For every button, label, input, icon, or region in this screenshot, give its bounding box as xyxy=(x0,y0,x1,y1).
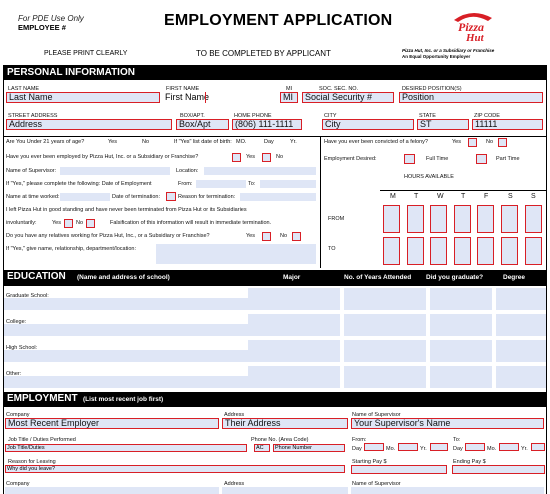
education-cell[interactable] xyxy=(344,340,426,362)
emp-to-label: To: xyxy=(453,437,461,443)
part-time-checkbox[interactable] xyxy=(476,154,487,164)
relatives-yes: Yes xyxy=(246,233,255,239)
involuntarily-no-checkbox[interactable] xyxy=(86,219,95,228)
to-yr: Yr. xyxy=(521,446,528,452)
felony-no-checkbox[interactable] xyxy=(498,138,507,147)
name-worked-field[interactable] xyxy=(60,193,110,201)
supervisor-label: Name of Supervisor: xyxy=(6,168,57,174)
last-name-label: LAST NAME xyxy=(8,86,40,92)
relatives-yes-checkbox[interactable] xyxy=(262,232,271,241)
degree-column-header: Degree xyxy=(503,274,526,281)
employment-to-field[interactable] xyxy=(260,180,316,188)
street-field[interactable]: Address xyxy=(6,119,172,130)
zip-label: ZIP CODE xyxy=(474,113,500,119)
state-label: STATE xyxy=(419,113,436,119)
day-thursday: T xyxy=(461,193,466,200)
education-cell[interactable] xyxy=(430,366,492,388)
employment-dates-text: If "Yes," please complete the following: Date of Employment xyxy=(6,181,152,187)
relatives-field[interactable] xyxy=(156,244,316,264)
hours-to-box[interactable] xyxy=(383,237,400,265)
education-row-label: High School: xyxy=(6,345,38,351)
employed-yes: Yes xyxy=(246,154,255,160)
location-label: Location: xyxy=(176,168,199,174)
phone-field[interactable]: (806) 111-1111 xyxy=(232,119,302,130)
dob-yr: Yr. xyxy=(290,139,297,145)
phone-label: HOME PHONE xyxy=(234,113,272,119)
day-monday: M xyxy=(390,193,396,200)
employment-to: To: xyxy=(248,181,256,187)
address-label: Address xyxy=(224,412,245,418)
to-day: Day xyxy=(453,446,463,452)
area-code-field[interactable]: AC xyxy=(254,444,270,452)
hours-to-box[interactable] xyxy=(501,237,518,265)
involuntarily-no: No xyxy=(76,220,84,226)
education-cell[interactable] xyxy=(248,340,340,362)
felony-yes-checkbox[interactable] xyxy=(468,138,477,147)
to-mo: Mo. xyxy=(487,446,497,452)
position-field[interactable]: Position xyxy=(399,92,543,103)
starting-pay-field[interactable] xyxy=(351,465,447,474)
under-21-yes: Yes xyxy=(108,139,117,145)
reason-termination-field[interactable] xyxy=(240,193,316,201)
mi-label: MI xyxy=(286,86,293,92)
box-label: BOX/APT. xyxy=(180,113,205,119)
hours-from-box[interactable] xyxy=(525,205,542,233)
street-label: STREET ADDRESS xyxy=(8,113,58,119)
first-name-field[interactable]: First Name xyxy=(165,92,275,103)
education-cell[interactable] xyxy=(248,366,340,388)
education-cell[interactable] xyxy=(430,314,492,336)
employed-yes-checkbox[interactable] xyxy=(232,153,241,162)
education-cell[interactable] xyxy=(496,340,546,362)
company-label-2: Company xyxy=(6,481,30,487)
from-mo-field[interactable] xyxy=(398,443,418,451)
emp-phone-label: Phone No. (Area Code) xyxy=(251,437,309,443)
ssn-field[interactable]: Social Security # xyxy=(302,92,394,103)
involuntarily-label: involuntarily: xyxy=(6,220,37,226)
from-day-field[interactable] xyxy=(364,443,384,451)
hours-from-box[interactable] xyxy=(477,205,494,233)
from-day: Day xyxy=(352,446,362,452)
emp-supervisor-field[interactable]: Your Supervisor's Name xyxy=(351,418,544,429)
education-cell[interactable] xyxy=(344,288,426,310)
to-yr-field[interactable] xyxy=(531,443,545,451)
address-label-2: Address xyxy=(224,481,245,487)
page-title: EMPLOYMENT APPLICATION xyxy=(164,12,393,29)
zip-field[interactable]: 11111 xyxy=(472,119,543,130)
job-title-label: Job Title / Duties Performed xyxy=(8,437,76,443)
under-21-question: Are You Under 21 years of age? xyxy=(6,139,85,145)
employee-number-label: EMPLOYEE # xyxy=(18,23,66,32)
hours-from-box[interactable] xyxy=(501,205,518,233)
pde-use-note: For PDE Use Only xyxy=(18,14,84,23)
education-cell[interactable] xyxy=(496,366,546,388)
first-name-label: FIRST NAME xyxy=(166,86,200,92)
major-column-header: Major xyxy=(283,274,301,281)
relatives-no: No xyxy=(280,233,288,239)
education-title: EDUCATION xyxy=(7,271,66,282)
day-saturday: S xyxy=(508,193,513,200)
education-row-label: Other: xyxy=(6,371,22,377)
mi-field[interactable]: MI xyxy=(280,92,298,103)
hours-from-box[interactable] xyxy=(454,205,471,233)
involuntarily-yes: Yes xyxy=(52,220,61,226)
left-good-standing: I left Pizza Hut in good standing and have never been terminated from Pizza Hut or its Subsidiaries xyxy=(6,207,247,213)
eeo-line-1: Pizza Hut, Inc. or a Subsidiary or Franchise xyxy=(402,48,495,53)
location-field[interactable] xyxy=(204,167,316,175)
position-label: DESIRED POSITION(S) xyxy=(402,86,462,92)
city-label: CITY xyxy=(324,113,337,119)
hours-from-label: FROM xyxy=(328,216,345,222)
dob-question: If "Yes" list date of birth: xyxy=(174,139,232,145)
employed-no: No xyxy=(276,154,284,160)
dob-mo: MO. xyxy=(236,139,247,145)
graduate-column-header: Did you graduate? xyxy=(426,274,484,281)
job-title-field[interactable]: Job Title/Duties xyxy=(5,444,247,452)
day-wednesday: W xyxy=(437,193,444,200)
education-header xyxy=(3,270,547,286)
education-cell[interactable] xyxy=(4,350,248,362)
column-divider xyxy=(320,136,321,268)
education-cell[interactable] xyxy=(496,288,546,310)
day-tuesday: T xyxy=(414,193,419,200)
relatives-no-checkbox[interactable] xyxy=(292,232,301,241)
svg-text:Pizza: Pizza xyxy=(458,20,485,34)
education-cell[interactable] xyxy=(248,288,340,310)
eeo-line-2: An Equal Opportunity Employer xyxy=(402,54,471,59)
employment-header xyxy=(3,392,547,407)
felony-no: No xyxy=(486,139,494,145)
pizza-hut-logo-icon xyxy=(448,6,498,46)
hours-available-label: HOURS AVAILABLE xyxy=(404,174,454,180)
education-row-label: Graduate School: xyxy=(6,293,49,299)
from-yr-field[interactable] xyxy=(430,443,448,451)
starting-pay-label: Starting Pay $ xyxy=(352,459,387,465)
supervisor-field-2[interactable] xyxy=(351,487,544,494)
completed-by-note: TO BE COMPLETED BY APPLICANT xyxy=(196,49,331,58)
hours-to-box[interactable] xyxy=(477,237,494,265)
first-name-divider xyxy=(205,92,208,103)
education-cell[interactable] xyxy=(4,298,248,310)
svg-text:Hut: Hut xyxy=(466,32,484,44)
city-field[interactable]: City xyxy=(322,119,414,130)
reason-leaving-field[interactable]: Why did you leave? xyxy=(5,465,345,473)
education-subtitle: (Name and address of school) xyxy=(77,274,170,281)
hours-to-box[interactable] xyxy=(430,237,447,265)
left-border xyxy=(3,80,4,494)
years-column-header: No. of Years Attended xyxy=(344,274,412,281)
day-friday: F xyxy=(484,193,489,200)
pizza-hut-logo xyxy=(448,6,498,46)
relatives-question: Do you have any relatives working for Pizza Hut, Inc., or a Subsidiary or Franchise? xyxy=(6,233,210,239)
education-cell[interactable] xyxy=(4,376,248,388)
day-sunday: S xyxy=(531,193,536,200)
ending-pay-field[interactable] xyxy=(452,465,545,474)
education-cell[interactable] xyxy=(430,288,492,310)
education-cell[interactable] xyxy=(344,366,426,388)
employment-from-field[interactable] xyxy=(196,180,246,188)
hours-from-box[interactable] xyxy=(430,205,447,233)
hours-to-box[interactable] xyxy=(525,237,542,265)
print-clearly-note: PLEASE PRINT CLEARLY xyxy=(44,50,128,57)
education-cell[interactable] xyxy=(344,314,426,336)
felony-yes: Yes xyxy=(452,139,461,145)
address-field[interactable]: Their Address xyxy=(222,418,348,429)
hours-to-label: TO xyxy=(328,246,336,252)
dob-day: Day xyxy=(264,139,274,145)
employed-no-checkbox[interactable] xyxy=(262,153,271,162)
felony-question: Have you ever been convicted of a felony? xyxy=(324,139,428,145)
full-time-label: Full Time xyxy=(426,156,449,162)
education-cell[interactable] xyxy=(430,340,492,362)
employment-title: EMPLOYMENT xyxy=(7,393,78,404)
company-field-2[interactable] xyxy=(5,487,219,494)
last-name-field[interactable]: Last Name xyxy=(6,92,160,103)
right-border xyxy=(546,80,547,494)
emp-supervisor-label: Name of Supervisor xyxy=(352,412,401,418)
employed-question: Have you ever been employed by Pizza Hut, Inc. or a Subsidiary or Franchise? xyxy=(6,154,199,160)
emp-from-label: From: xyxy=(352,437,367,443)
full-time-checkbox[interactable] xyxy=(404,154,415,164)
under-21-no: No xyxy=(142,139,150,145)
date-termination-label: Date of termination: xyxy=(112,194,160,200)
education-cell[interactable] xyxy=(4,324,248,336)
from-yr: Yr. xyxy=(420,446,427,452)
company-label: Company xyxy=(6,412,30,418)
emp-phone-field[interactable]: Phone Number xyxy=(273,444,345,452)
address-field-2[interactable] xyxy=(222,487,348,494)
ssn-label: SOC. SEC. NO. xyxy=(319,86,359,92)
hours-from-box[interactable] xyxy=(383,205,400,233)
falsification-note: Falsification of this information will result in immediate termination. xyxy=(110,220,272,226)
to-mo-field[interactable] xyxy=(499,443,519,451)
education-row-label: College: xyxy=(6,319,27,325)
company-field[interactable]: Most Recent Employer xyxy=(5,418,219,429)
hours-from-box[interactable] xyxy=(407,205,424,233)
from-mo: Mo. xyxy=(386,446,396,452)
employment-desired-label: Employment Desired: xyxy=(324,156,377,162)
part-time-label: Part Time xyxy=(496,156,520,162)
employment-from: From: xyxy=(178,181,193,187)
reason-leaving-label: Reason for Leaving xyxy=(8,459,56,465)
date-termination-field[interactable] xyxy=(166,192,176,201)
ending-pay-label: Ending Pay $ xyxy=(453,459,486,465)
box-field[interactable]: Box/Apt xyxy=(176,119,229,130)
supervisor-label-2: Name of Supervisor xyxy=(352,481,401,487)
involuntarily-yes-checkbox[interactable] xyxy=(64,219,73,228)
hours-header-line xyxy=(380,190,547,191)
hours-to-box[interactable] xyxy=(454,237,471,265)
employment-subtitle: (List most recent job first) xyxy=(83,396,164,403)
name-worked-label: Name at time worked: xyxy=(6,194,60,200)
supervisor-field[interactable] xyxy=(60,167,170,175)
education-cell[interactable] xyxy=(496,314,546,336)
reason-termination-label: Reason for termination: xyxy=(178,194,236,200)
relatives-give-label: If "Yes," give name, relationship, department/location: xyxy=(6,246,136,252)
hours-to-box[interactable] xyxy=(407,237,424,265)
divider-line xyxy=(3,136,547,137)
state-field[interactable]: ST xyxy=(417,119,469,130)
education-cell[interactable] xyxy=(248,314,340,336)
personal-info-header: PERSONAL INFORMATION xyxy=(3,65,547,80)
to-day-field[interactable] xyxy=(465,443,485,451)
